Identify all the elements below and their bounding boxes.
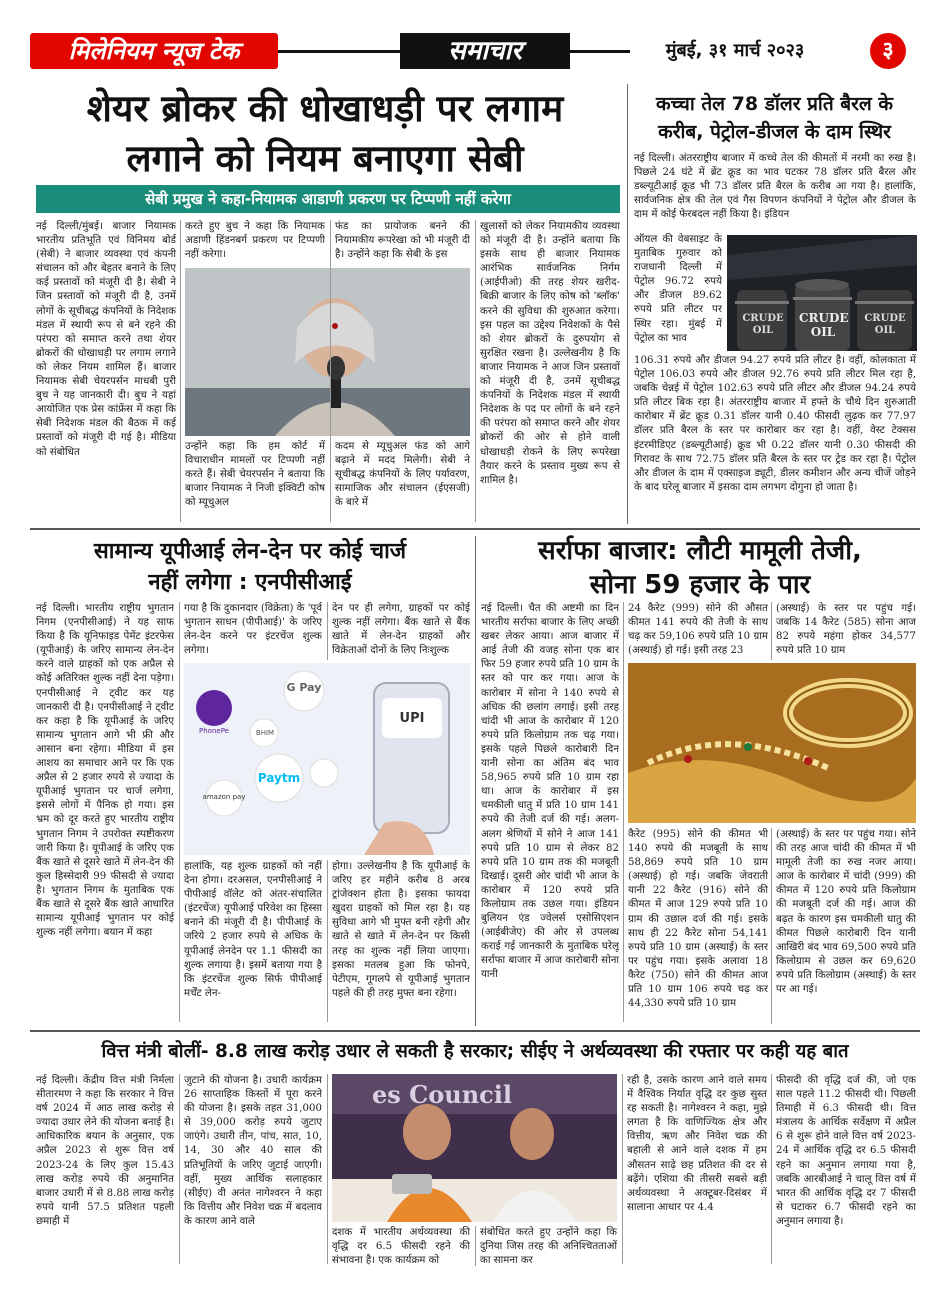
column-divider [623,602,624,1022]
column-divider [622,1074,623,1264]
jewellery-illustration [628,663,916,823]
section-rule [30,528,920,530]
column-divider [179,602,180,1022]
column-divider [179,1074,180,1264]
gold-col-1: नई दिल्ली। चैत की अष्टमी का दिन भारतीय सर्राफा बाजार के लिए अच्छी खबर लेकर आया। आज बाजार में आई तेजी की वजह सोना एक बार फिर 59 हजार रुपये प्रति 10 ग्राम के स्तर को पार कर गया। आज के कारोबार में सोना ने 140 रुपये से अधिक की छलांग लगाई। इसी तरह चांदी भी आज के कारोबार में 120 रुपये प्रति किलोग्राम तक चढ़ गया। इसके पहले पिछले कारोबारी दिन यानी सोना का अंतिम बंद भाव 58,965 रुपये प्रति 10 ग्राम रहा था। आज के कारोबार में इस चमकीली धातु में प्रति 10 ग्राम 141 रुपये की तेजी दर्ज की गई। अलग-अलग श्रेणियों में सोने ने आज 141 रुपये प्रति 10 ग्राम से लेकर 82 रुपये प्रति 10 ग्राम तक की मजबूती दिखाई। दूसरी ओर चांदी भी आज के कारोबार में 120 रुपये प्रति किलोग्राम तक उछल गया। इंडियन बुलियन एंड ज्वेलर्स एसोसिएशन (आईबीजेए) की ओर से उपलब्ध कराई गई जानकारी के मुताबिक घरेलू सर्राफा बाजार में आज कारोबारी सोना यानी [481,603,619,981]
barrel-label-1: CRUDE OIL [742,313,784,336]
lead-headline [30,84,620,184]
column-divider [327,860,328,1022]
barrel-label-2: CRUDE OIL [799,311,849,339]
page-number: ३ [870,33,906,69]
amazonpay-logo: amazon pay [202,793,246,801]
section-label: समाचार [400,33,570,69]
upi-apps-photo [184,663,470,855]
lead-col-3-top: फंड का प्रायोजक बनने की नियामकीय रूपरेखा को भी मंजूरी दी है। उन्होंने कहा कि सेबी के इस [335,221,470,261]
gold-headline-line1: सर्राफा बाजार: लौटी मामूली तेजी, [538,536,862,566]
gold-headline [480,534,920,602]
upi-col-3-top: देन पर ही लगेगा, ग्राहकों पर कोई शुल्क नहीं लगेगा। बैंक खाते से बैंक खाते में लेन-देन ग्राहकों और विक्रेताओं दोनों के लिए निःशुल्क [332,603,470,657]
brand-logo: मिलेनियम न्यूज टेक [30,33,278,69]
fm-event-photo [332,1074,617,1222]
crude-headline-line2: करीब, पेट्रोल-डीजल के दाम स्थिर [658,121,891,143]
gpay-logo: G Pay [286,681,322,694]
gold-headline-line2: सोना 59 हजार के पार [589,570,811,600]
lead-col-4: खुलासों को लेकर नियामकीय व्यवस्था को मंजूरी दी है। उन्होंने बताया कि इसके साथ ही बाजार नियामक आरंभिक सार्वजनिक निर्गम (आईपीओ) की तरह शेयर खरीद-बिक्री बाजार के लिए कोष को 'ब्लॉक' करने की सुविधा की शुरुआत करेगा। इस पहल का उद्देश्य निवेशकों के पैसे को शेयर ब्रोकरों के दुरुपयोग से सुरक्षित रखना है। उल्लेखनीय है कि बाजार नियामक ने आज जिन प्रस्तावों को मंजूरी दी है, उनमें सूचीबद्ध कंपनियों के निदेशक मंडल में स्थायी निदेशक के पद पर लोगों के बने रहने की परंपरा को समाप्त करने और शेयर ब्रोकरों की ओर से होने वाली धोखाधड़ी रोकने के लिए रूपरेखा तैयार करने के प्रस्ताव मुख्य रूप से शामिल है। [480,221,620,486]
gold-col-3-top: (अस्थाई) के स्तर पर पहुंच गई। जबकि 14 कैरेट (585) सोना आज 82 रुपये महंगा होकर 34,577 रुपये प्रति 10 ग्राम [776,603,916,657]
edition-date: मुंबई, ३१ मार्च २०२३ [665,40,805,61]
crude-side-text: ऑयल की वेबसाइट के मुताबिक गुरुवार को राजधानी दिल्ली में पेट्रोल 96.72 रुपये और डीजल 89.62 रुपये प्रति लीटर पर स्थिर रहा। मुंबई में पेट्रोल का भाव [634,234,722,344]
bhim-logo: BHIM [255,729,275,737]
masthead-rule-right [570,50,630,53]
column-divider [180,220,181,522]
portrait-illustration [185,268,470,436]
gold-col-2-bottom: कैरेट (995) सोने की कीमत भी 140 रुपये की मजबूती के साथ 58,869 रुपये प्रति 10 ग्राम (अस्थाई) हो गई। जबकि जेवराती यानी 22 कैरेट (916) सोने की कीमत में आज 129 रुपये प्रति 10 ग्राम की उछाल दर्ज की गई। इसके साथ ही 22 कैरेट सोना 54,141 रुपये प्रति 10 ग्राम (अस्थाई) के स्तर पर पहुंच गया। इसके अलावा 18 कैरेट (750) सोने की कीमत आज प्रति 10 ग्राम 106 रुपये चढ़ कर 44,330 रुपये प्रति 10 ग्राम [628,829,768,1010]
column-divider [771,602,772,660]
phonepe-logo: PhonePe [199,727,229,735]
column-divider [327,1074,328,1264]
story-divider [475,536,476,1026]
lead-headline-line1: शेयर ब्रोकर की धोखाधड़ी पर लगाम [86,87,564,130]
crude-oil-barrels-photo [727,235,917,351]
lead-headline-line2: लगाने को नियम बनाएगा सेबी [126,137,524,180]
upi-headline-line2: नहीं लगेगा : एनपीसीआई [148,570,352,595]
column-divider [771,828,772,1024]
gold-jewellery-photo [628,663,916,823]
event-banner-text: es Council [372,1080,512,1109]
paytm-logo: Paytm [257,771,301,785]
crude-headline [632,90,917,146]
upi-headline-line1: सामान्य यूपीआई लेन-देन पर कोई चार्ज [93,539,407,564]
lead-col-1: नई दिल्ली/मुंबई। बाजार नियामक भारतीय प्रतिभूति एवं विनिमय बोर्ड (सेबी) ने बाजार व्यवस्था एवं कंपनी संचालन को और बेहतर बनाने के लिए कई प्रस्तावों को मंजूरी दी है। सेबी ने जिन प्रस्तावों को मंजूरी दी है, उनमें लोगों के सूचीबद्ध कंपनियों के निदेशक मंडल में स्थायी रूप से बने रहने की परंपरा को समाप्त करने तथा शेयर ब्रोकरों की धोखाधड़ी पर लगाम लगाने को लेकर नियम शामिल हैं। बाजार नियामक सेबी चेयरपर्सन माधबी पुरी बुच ने यह जानकारी दी। बुच ने यहां आयोजित एक प्रेस कांफ्रेंस में कहा कि सेबी निदेशक मंडल की बैठक में कई प्रस्तावों को मंजूरी दी गई है। मीडिया को संबोधित [36,221,176,458]
lead-col-3-bottom: कदम से म्यूचुअल फंड को आगे बढ़ाने में मदद मिलेगी। सेबी ने सूचीबद्ध कंपनियों के लिए पर्यावरण, सामाजिक और संचालन (ईएसजी) के बारे में [335,441,470,509]
barrel-label-3: CRUDE OIL [864,313,906,336]
masthead-rule-left [278,50,400,53]
fm-col-1: नई दिल्ली। केंद्रीय वित्त मंत्री निर्मला सीतारमण ने कहा कि सरकार ने वित्त वर्ष 2024 में आठ लाख करोड़ से ज्यादा उधार लेने की योजना बनाई है। आधिकारिक बयान के अनुसार, एक अप्रैल 2023 से शुरू वित्त वर्ष 2023-24 के लिए कुल 15.43 लाख करोड़ रुपये की अनुमानित बाजार उधारी में से 8.88 लाख करोड़ रुपये यानी 57.5 प्रतिशत पहली छमाही में [36,1075,174,1227]
upi-col-2-bottom: हालांकि, यह शुल्क ग्राहकों को नहीं देना होगा। दरअसल, एनपीसीआई ने पीपीआई वॉलेट को अंतर-संचालित (इंटरचेंज) यूपीआई परिवेश का हिस्सा बनाने की मंजूरी दी है। पीपीआई के जरिये 2 हजार रुपये से अधिक के यूपीआई लेनदेन पर 1.1 फीसदी का शुल्क लगाया है। इसमें बताया गया है कि इंटरचेंज शुल्क सिर्फ पीपीआई मर्चेंट लेन- [184,861,322,999]
section-rule [30,1030,920,1032]
story-divider [627,84,628,524]
upi-col-1: नई दिल्ली। भारतीय राष्ट्रीय भुगतान निगम (एनपीसीआई) ने यह साफ किया है कि यूनिफाइड पेमेंट इंटरफेस (यूपीआई) के जरिए सामान्य लेन-देन करने वाले ग्राहकों को एक अप्रैल से कोई अतिरिक्त शुल्क नहीं देना पड़ेगा। एनपीसीआई ने ट्वीट कर यह जानकारी दी है। एनपीसीआई ने ट्वीट कर कहा है कि यूपीआई के जरिए सामान्य भुगतान आगे भी फ्री और आसान बना रहेगा। मीडिया में इस आशय का समाचार आने पर कि एक अप्रैल से 2 हजार रुपये से ज्यादा के यूपीआई भुगतान पर चार्ज लगेगा, इससे लोगों में पैनिक हो गया। इस भ्रम को दूर करते हुए भारतीय राष्ट्रीय भुगतान निगम ने उपरोक्त स्पष्टीकरण जारी किया है। यूपीआई के जरिए एक बैंक खाते से दूसरे खाते में लेन-देन की कुल हिस्सेदारी 99 फीसदी से ज्यादा है। भुगतान निगम के मुताबिक एक बैंक खाते से दूसरे बैंक खाते आधारित सामान्य यूपीआई भुगतान पर कोई शुल्क नहीं लगेगा। बयान में कहा [36,603,174,939]
upi-col-2-top: गया है कि दुकानदार (विक्रेता) के 'पूर्व भुगतान साधन (पीपीआई)' के जरिए लेन-देन करने पर इंटरचेंज शुल्क लगेगा। [184,603,322,657]
crude-body: 106.31 रुपये और डीजल 94.27 रुपये प्रति लीटर है। वहीं, कोलकाता में पेट्रोल 106.03 रुपये और डीजल 92.76 रुपये प्रति लीटर मिल रहा है, जबकि चेन्नई में पेट्रोल 102.63 रुपये प्रति लीटर और डीजल 94.24 रुपये प्रति लीटर बिक रहा है। अंतरराष्ट्रीय बाजार में हफ्ते के चौथे दिन शुरुआती कारोबार में ब्रेंट क्रूड 0.31 डॉलर यानी 0.40 फीसदी लुढ़क कर 77.97 डॉलर प्रति बैरल के स्तर पर कारोबार कर रहा है। वहीं, वेस्ट टेक्सस इंटरमीडिएट (डब्ल्यूटीआई) क्रूड भी 0.22 डॉलर यानी 0.30 फीसदी की गिरावट के साथ 72.75 डॉलर प्रति बैरल के स्तर पर ट्रेड कर रहा है। पेट्रोल और डीजल के दाम में एक्साइज ड्यूटी, डीलर कमीशन और अन्य चीजें जोड़ने के बाद घरेलू बाजार में इसका दाम लगभग दोगुना हो जाता है। [634,355,916,493]
lead-subhead: सेबी प्रमुख ने कहा-नियामक आडाणी प्रकरण पर टिप्पणी नहीं करेगा [36,185,620,213]
gold-col-2-top: 24 कैरेट (999) सोने की औसत कीमत 141 रुपये की तेजी के साथ चढ़ कर 59,106 रुपये प्रति 10 ग्राम (अस्थाई) हो गई। इसी तरह 23 [628,603,768,657]
column-divider [327,602,328,660]
column-divider [475,1226,476,1266]
crude-headline-line1: कच्चा तेल 78 डॉलर प्रति बैरल के [656,93,893,115]
column-divider [771,1074,772,1264]
fm-col-4: रही है, उसके कारण आने वाले समय में वैश्विक निर्यात वृद्धि दर कुछ सुस्त रह सकती है। नागेश्वरन ने कहा, मुझे लगता है कि वाणिज्यिक क्षेत्र और वित्तीय, ऋण और निवेश चक्र की बहाली से आने वाले दशक में हम औसतन साढ़े छह प्रतिशत की दर से बढ़ेंगे। एशिया की तीसरी सबसे बड़ी अर्थव्यवस्था ने अक्टूबर-दिसंबर में सालाना आधार पर 4.4 [627,1075,767,1213]
upi-headline [30,536,470,598]
masthead [30,33,920,71]
upi-logo: UPI [399,711,425,726]
fm-col-5: फीसदी की वृद्धि दर्ज की, जो एक साल पहले 11.2 फीसदी थी। पिछली तिमाही में 6.3 फीसदी थी। वित्त मंत्रालय के आर्थिक सर्वेक्षण में अप्रैल 6 से शुरू होने वाले वित्त वर्ष 2023-24 में आर्थिक वृद्धि दर 6.5 फीसदी रहने का अनुमान लगाया गया है, जबकि आरबीआई ने चालू वित्त वर्ष में भारत की आर्थिक वृद्धि दर 7 फीसदी से घटाकर 6.7 फीसदी रहने का अनुमान लगाया है। [776,1075,916,1227]
fm-col-2: जुटाने की योजना है। उधारी कार्यक्रम 26 साप्ताहिक किस्तों में पूरा करने की योजना है। इसके तहत 31,000 से 39,000 करोड़ रुपये जुटाए जाएंगे। उधारी तीन, पांच, सात, 10, 14, 30 और 40 साल की प्रतिभूतियों के जरिए जुटाई जाएगी। वहीं, मुख्य आर्थिक सलाहकार (सीईए) वी अनंत नागेश्वरन ने कहा कि वित्तीय और निवेश चक्र में बदलाव के कारण आने वाले [184,1075,322,1227]
gold-col-3-bottom: (अस्थाई) के स्तर पर पहुंच गया। सोने की तरह आज चांदी की कीमत में भी मामूली तेजी का रुख नजर आया। आज के कारोबार में चांदी (999) की कीमत में 120 रुपये प्रति किलोग्राम की मजबूती दर्ज की गई। आज की बढ़त के कारण इस चमकीली धातु की कीमत पिछले कारोबारी दिन यानी आखिरी बंद भाव 69,500 रुपये प्रति किलोग्राम से उछल कर 69,620 रुपये प्रति किलोग्राम (अस्थाई) के स्तर पर आ गई। [776,829,916,996]
lead-col-2-bottom: उन्होंने कहा कि हम कोर्ट में विचाराधीन मामलों पर टिप्पणी नहीं करते हैं। सेबी चेयरपर्सन ने बताया कि बाजार नियामक ने निजी इक्विटी कोष को म्यूचुअल [185,441,325,509]
upi-apps-illustration [184,663,470,855]
column-divider [475,220,476,522]
column-divider [330,220,331,522]
sebi-chief-photo [185,268,470,436]
crude-intro: नई दिल्ली। अंतरराष्ट्रीय बाजार में कच्चे तेल की कीमतों में नरमी का रुख है। पिछले 24 घंटे में ब्रेंट क्रूड का भाव घटकर 78 डॉलर प्रति बैरल और डब्ल्यूटीआई क्रूड भी 73 डॉलर प्रति बैरल के करीब आ गया है। हालांकि, सार्वजनिक क्षेत्र की तेल एवं गैस विपणन कंपनियों ने पेट्रोल और डीजल के दाम में कोई फेरबदल नहीं किया है। इंडियन [634,153,916,221]
upi-col-3-bottom: होगा। उल्लेखनीय है कि यूपीआई के जरिए हर महीने करीब 8 अरब ट्रांजेक्शन होता है। इसका फायदा खुदरा ग्राहकों को मिल रहा है। यह सुविधा आगे भी मुफ्त बनी रहेगी और खाते से खाते में लेन-देन पर किसी तरह का शुल्क नहीं लिया जाएगा। इसका मतलब हुआ कि फोनपे, पेटीएम, गूगलपे से यूपीआई भुगतान पहले की ही तरह मुफ्त बना रहेगा। [332,861,470,999]
fm-col-3: दशक में भारतीय अर्थव्यवस्था की वृद्धि दर 6.5 फीसदी रहने की संभावना है। एक कार्यक्रम को [332,1227,470,1266]
fm-headline: वित्त मंत्री बोलीं- 8.8 लाख करोड़ उधार ले सकती है सरकार; सीईए ने अर्थव्यवस्था की रफ्तार पर कही यह बात [101,1041,849,1062]
lead-col-2-top: करते हुए बुच ने कहा कि नियामक अडाणी हिंडनबर्ग प्रकरण पर टिप्पणी नहीं करेगा। [185,221,325,261]
fm-col-3b: संबोधित करते हुए उन्होंने कहा कि दुनिया जिस तरह की अनिश्चितताओं का सामना कर [480,1227,617,1266]
